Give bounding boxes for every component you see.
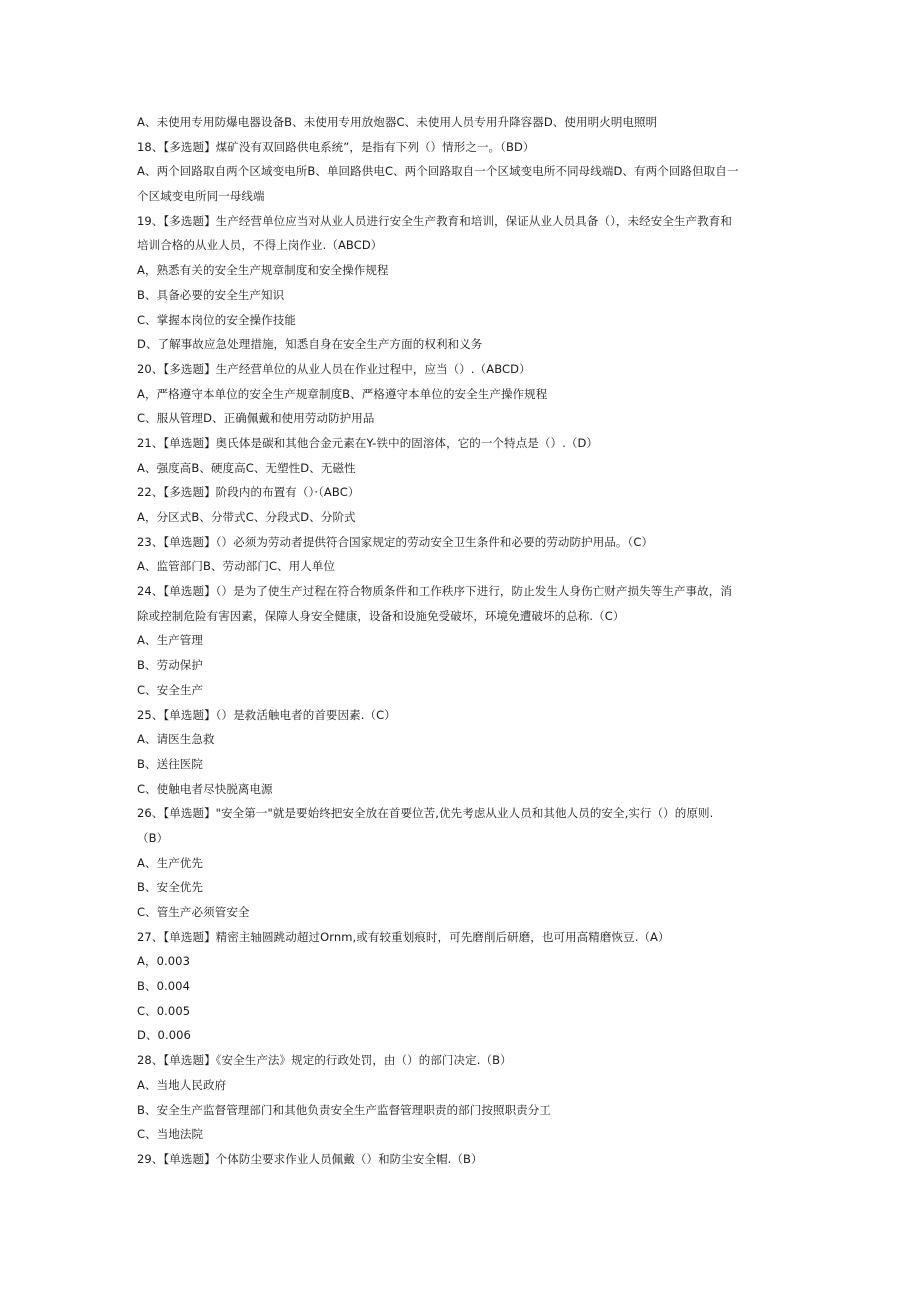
option-line: B、安全优先 [137,880,203,895]
option-line: A，严格遵守本单位的安全生产规章制度B、严格遵守本单位的安全生产操作规程 [137,386,548,401]
option-line: B、送往医院 [137,756,203,771]
option-line: A、监管部门B、劳动部门C、用人单位 [137,559,336,574]
option-line: A，熟悉有关的安全生产规章制度和安全操作规程 [137,263,389,278]
option-line: B、劳动保护 [137,658,203,673]
option-line: D、0.006 [137,1028,191,1043]
option-line: A、强度高B、硬度高C、无塑性D、无磁性 [137,460,356,475]
option-line: A、请医生急救 [137,732,215,747]
question-25: 25、【单选题】（）是救活触电者的首要因素.（C） [137,707,396,722]
question-19: 19、【多选题】生产经营单位应当对从业人员进行安全生产教育和培训，保证从业人员具备（），未经安全生产教育和 [137,213,732,228]
text-line: A、未使用专用防爆电器设备B、未使用专用放炮器C、未使用人员专用升降容器D、使用明火明电照明 [137,115,658,129]
question-23: 23、【单选题】（）必须为劳动者提供符合国家规定的劳动安全卫生条件和必要的劳动防护用品。（C） [137,534,654,549]
option-line: C、当地法院 [137,1127,204,1142]
question-22: 22、【多选题】阶段内的布置有（）·（ABC） [137,485,360,500]
option-line: C、安全生产 [137,682,204,697]
text-line: 培训合格的从业人员，不得上岗作业.（ABCD） [137,238,383,253]
question-24: 24、【单选题】（）是为了使生产过程在符合物质条件和工作秩序下进行，防止发生人身伤亡财产损失等生产事故，消 [137,584,732,599]
text-line: 个区域变电所同一母线端 [137,189,265,204]
text-line: （B） [137,830,169,845]
option-line: C、0.005 [137,1003,191,1018]
question-26: 26、【单选题】"安全第一"就是要始终把安全放在首要位苦,优先考虑从业人员和其他人员的安全,实行（）的原则. [137,806,714,821]
option-line: C、使触电者尽快脱离电源 [137,781,273,796]
question-text-body [137,110,787,1172]
text-line: 除或控制危险有害因素，保障人身安全健康，设备和设施免受破坏，环境免遭破坏的总称.（C） [137,608,625,623]
option-line: B、0.004 [137,979,191,994]
question-27: 27、【单选题】精密主轴圆跳动超过Ornm,或有较重划痕时，可先磨削后研磨，也可用高精磨恢豆.（A） [137,929,670,944]
question-20: 20、【多选题】生产经营单位的从业人员在作业过程中，应当（）.（ABCD） [137,361,531,376]
option-line: D、了解事故应急处理措施，知悉自身在安全生产方面的权利和义务 [137,337,483,352]
option-line: A，分区式B、分带式C、分段式D、分阶式 [137,510,356,524]
text-line: A、两个回路取自两个区域变电所B、单回路供电C、两个回路取自一个区域变电所不同母线端D、有两个回路但取自一 [137,164,739,179]
option-line: B、安全生产监督管理部门和其他负责安全生产监督管理职责的部门按照职责分工 [137,1102,551,1117]
question-29: 29、【单选题】个体防尘要求作业人员佩戴（）和防尘安全帽.（B） [137,1151,483,1166]
option-line: B、具备必要的安全生产知识 [137,287,285,302]
option-line: C、掌握本岗位的安全操作技能 [137,312,296,327]
question-21: 21、【单选题】奥氏体是碳和其他合金元素在Y-铁中的固溶体，它的一个特点是（）.（D） [137,435,598,450]
option-line: A，0.003 [137,954,190,969]
option-line: A、生产优先 [137,855,203,870]
option-line: A、当地人民政府 [137,1077,227,1092]
question-18: 18、【多选题】煤矿没有双回路供电系统”，是指有下列（）情形之一。（BD） [137,139,535,154]
option-line: C、管生产必须管安全 [137,905,250,919]
option-line: A、生产管理 [137,633,203,648]
option-line: C、服从管理D、正确佩戴和使用劳动防护用品 [137,411,375,426]
question-28: 28、【单选题】《安全生产法》规定的行政处罚，由（）的部门决定.（B） [137,1053,512,1068]
